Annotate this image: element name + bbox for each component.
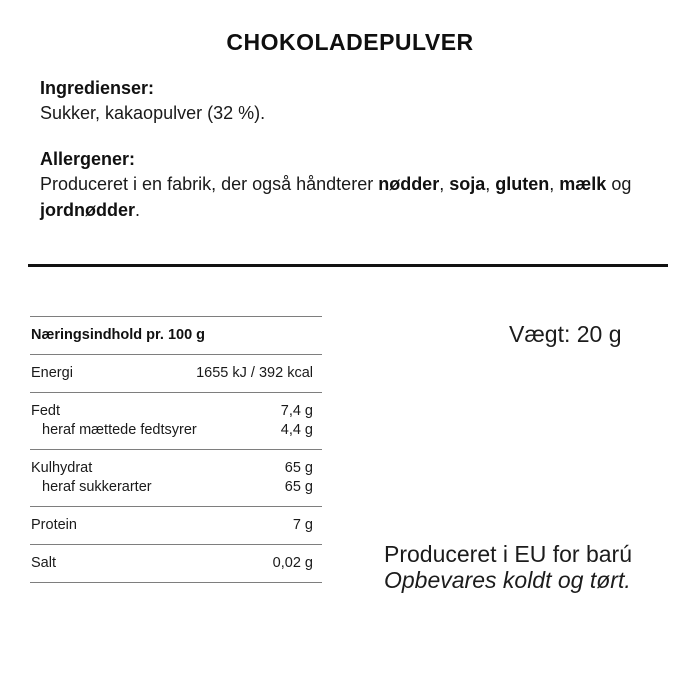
allergen-item-soy: soja	[449, 174, 486, 194]
row-value: 4,4 g	[280, 422, 313, 438]
table-subrow	[30, 478, 322, 497]
table-row	[30, 554, 322, 573]
nutrition-section-fat	[30, 392, 322, 449]
nutrition-section-salt	[30, 544, 322, 582]
allergen-item-gluten: gluten	[495, 174, 550, 194]
weight-label: Vægt: 20 g	[509, 321, 622, 347]
nutrition-table	[30, 316, 322, 583]
storage-text: Opbevares koldt og tørt.	[384, 567, 631, 593]
row-value: 0,02 g	[272, 555, 313, 571]
row-value: 1655 kJ / 392 kcal	[196, 365, 313, 381]
allergen-item-peanuts: jordnødder	[40, 200, 135, 220]
row-label: Salt	[31, 555, 56, 571]
row-value: 7 g	[292, 517, 313, 533]
page-title: CHOKOLADEPULVER	[226, 29, 474, 55]
table-row	[30, 459, 322, 478]
row-label: Protein	[31, 517, 77, 533]
nutrition-section-protein	[30, 506, 322, 544]
allergens-heading: Allergener:	[40, 149, 136, 169]
allergens-separator: ,	[439, 174, 450, 194]
table-row	[30, 364, 322, 383]
row-label: Fedt	[31, 403, 61, 419]
allergens-prefix: Produceret i en fabrik, der også håndterer	[40, 174, 379, 194]
ingredients-text: Sukker, kakaopulver (32 %).	[40, 103, 266, 123]
allergens-conjunction: og	[606, 174, 632, 194]
table-row	[30, 516, 322, 535]
row-label: heraf sukkerarter	[42, 479, 152, 495]
row-label: Energi	[31, 365, 73, 381]
row-value: 65 g	[284, 479, 313, 495]
table-row	[30, 402, 322, 421]
divider-rule	[28, 264, 668, 267]
table-subrow	[30, 421, 322, 440]
nutrition-section-energy	[30, 354, 322, 392]
allergens-suffix: .	[135, 200, 141, 220]
row-value: 65 g	[284, 460, 313, 476]
ingredients-section	[40, 76, 265, 126]
allergens-text	[40, 171, 668, 223]
origin-text: Produceret i EU for barú	[384, 541, 633, 567]
allergen-item-nuts: nødder	[378, 174, 440, 194]
row-value: 7,4 g	[280, 403, 313, 419]
row-label: heraf mættede fedtsyrer	[42, 422, 197, 438]
allergen-item-milk: mælk	[559, 174, 607, 194]
row-label: Kulhydrat	[31, 460, 93, 476]
nutrition-section-carbs	[30, 449, 322, 506]
nutrition-header: Næringsindhold pr. 100 g	[30, 316, 322, 354]
ingredients-heading: Ingredienser:	[40, 78, 155, 98]
allergens-section	[40, 147, 668, 223]
allergens-separator: ,	[549, 174, 560, 194]
allergens-separator: ,	[485, 174, 496, 194]
footer-block	[384, 541, 632, 593]
